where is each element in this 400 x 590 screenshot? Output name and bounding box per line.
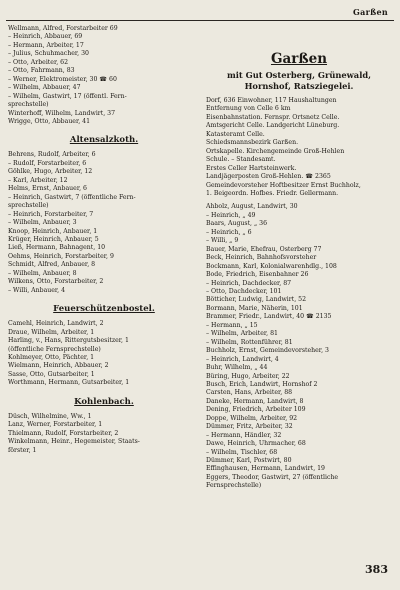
directory-entry: Behrens, Rudolf, Arbeiter, 6 <box>8 151 96 159</box>
directory-entry: förster, 1 <box>8 446 37 454</box>
directory-entry: – Heinrich, Dachdecker, 87 <box>206 279 292 287</box>
info-line: Katasteramt Celle. <box>206 130 265 138</box>
directory-entry: – Wilhelm, Tischler, 68 <box>206 448 278 456</box>
entries-block <box>8 25 200 126</box>
info-line: Erstes Celler Hartsteinwerk. <box>206 164 297 172</box>
directory-entry: Lanz, Werner, Forstarbeiter, 1 <box>8 421 103 429</box>
directory-entry: Carsten, Hans, Arbeiter, 88 <box>206 389 293 397</box>
directory-entry: Worthmann, Hermann, Gutsarbeiter, 1 <box>8 379 130 387</box>
directory-entry: – Heinrich, Abbauer, 69 <box>8 33 83 41</box>
directory-entry: Kohlmeyer, Otto, Pächter, 1 <box>8 353 95 361</box>
directory-entry: Harling, v., Hans, Rittergutsbesitzer, 1 <box>8 337 129 345</box>
directory-entry: Oehms, Heinrich, Forstarbeiter, 9 <box>8 252 114 260</box>
directory-entry: Bormann, Marie, Näherin, 101 <box>206 304 303 312</box>
directory-entry: – Werner, Elektromeister, 30 ☎ 60 <box>8 75 117 83</box>
directory-entry: Wellmann, Alfred, Forstarbeiter 69 <box>8 25 118 32</box>
directory-entry: – Heinrich, „ 6 <box>206 228 252 236</box>
directory-entry: sprechstelle) <box>8 202 49 210</box>
directory-entry: Winterhoff, Wilhelm, Landwirt, 37 <box>8 109 116 117</box>
directory-entry: Büring, Hugo, Arbeiter, 22 <box>206 372 290 380</box>
directory-entry: (öffentliche Fernsprechstelle) <box>8 345 101 353</box>
directory-entry: Dening, Friedrich, Arbeiter 109 <box>206 406 306 414</box>
directory-entry: Göhlke, Hugo, Arbeiter, 12 <box>8 168 93 176</box>
directory-entry: Draue, Wilhelm, Arbeiter, 1 <box>8 328 95 336</box>
header-rule <box>6 20 394 21</box>
directory-entry: Brammer, Friedr., Landwirt, 40 ☎ 2135 <box>206 313 332 321</box>
directory-entry: Buchholz, Ernst, Gemeindevorsteher, 3 <box>206 347 329 355</box>
directory-entry: Winkelmann, Heinr., Hegemeister, Staats- <box>8 438 140 446</box>
directory-entry: Dümmer, Fritz, Arbeiter, 32 <box>206 423 293 431</box>
directory-entry: – Otto, Arbeiter, 62 <box>8 58 69 66</box>
directory-entry: – Willi, Anbauer, 4 <box>8 286 66 294</box>
directory-entry: Buhr, Wilhelm, „ 44 <box>206 364 268 372</box>
place-title: Garßen <box>270 51 328 67</box>
info-line: Ortskapelle. Kirchengemeinde Groß-Hehlen <box>206 147 345 155</box>
directory-entry: Effinghausen, Hermann, Landwirt, 19 <box>206 465 325 473</box>
directory-entry: Daneke, Hermann, Landwirt, 8 <box>206 397 304 405</box>
directory-entry: – Wilhelm, Arbeiter, 81 <box>206 330 278 338</box>
info-line: 1. Beigeordn. Hofbes. Friedr. Gellermann. <box>206 189 339 197</box>
directory-entry: – Heinrich, „ 49 <box>206 211 256 219</box>
directory-entry: – Willi, „ 9 <box>206 237 239 245</box>
directory-entry: Schmidt, Alfred, Anbauer, 8 <box>8 261 96 269</box>
entries-block <box>206 203 392 490</box>
info-line: Dorf, 636 Einwohner, 117 Haushaltungen <box>206 97 337 104</box>
directory-entry: Thielmann, Rudolf, Forstarbeiter, 2 <box>8 429 119 437</box>
directory-entry: Krüger, Heinrich, Anbauer, 5 <box>8 235 99 243</box>
info-line: Landjägerposten Groß-Hehlen. ☎ 2365 <box>206 173 331 181</box>
directory-entry: Bode, Friedrich, Eisenbahner 26 <box>206 271 309 279</box>
directory-entry: Ahbolz, August, Landwirt, 30 <box>206 203 298 211</box>
section-title-feuerschuetzenbostel: Feuerschützenbostel. <box>53 304 155 315</box>
section-title-altensalzkoth: Altensalzkoth. <box>69 135 139 146</box>
directory-entry: Sasse, Otto, Gutsarbeiter, 1 <box>8 370 95 378</box>
directory-entry: – Wilhelm, Rottenführer, 81 <box>206 338 293 346</box>
directory-entry: Helms, Ernst, Anbauer, 6 <box>8 185 87 193</box>
directory-entry: – Karl, Arbeiter, 12 <box>8 176 68 184</box>
section-title-kohlenbach: Kohlenbach. <box>74 396 134 407</box>
directory-entry: Bockmann, Karl, Kolonialwarenhdlg., 108 <box>206 262 337 270</box>
directory-entry: Beck, Heinrich, Bahnhofsvorsteher <box>206 254 317 262</box>
info-line: Gemeindevorsteher Hoftbesitzer Ernst Buchholz, <box>206 181 361 189</box>
entries-block <box>8 151 200 295</box>
subtitle-line: mit Gut Osterberg, Grünewald, <box>226 70 372 80</box>
directory-entry: Fernsprechstelle) <box>206 482 262 490</box>
directory-entry: – Hermann, Händler, 32 <box>206 431 282 439</box>
directory-entry: – Wilhelm, Gastwirt, 17 (öffentl. Fern- <box>8 92 127 100</box>
directory-entry: Busch, Erich, Landwirt, Hornshof 2 <box>206 380 318 388</box>
directory-entry: – Hermann, „ 15 <box>206 321 258 329</box>
directory-entry: Doppe, Wilhelm, Arbeiter, 92 <box>206 414 298 422</box>
subtitle-line: Hornshof, Ratsziegelei. <box>244 81 354 91</box>
running-head: Garßen <box>352 7 388 17</box>
directory-entry: Camehl, Heinrich, Landwirt, 2 <box>8 320 104 328</box>
info-line: Schule. – Standesamt. <box>206 156 276 164</box>
directory-entry: – Wilhelm, Anbauer, 8 <box>8 269 77 277</box>
directory-entry: – Otto, Fahrmann, 83 <box>8 67 75 75</box>
info-line: Amtsgericht Celle. Landgericht Lüneburg. <box>206 122 340 130</box>
directory-entry: sprechstelle) <box>8 101 49 109</box>
directory-entry: Wielmann, Heinrich, Abbauer, 2 <box>8 362 109 370</box>
info-line: Entfernung von Celle 6 km <box>206 105 291 113</box>
directory-entry: – Wilhelm, Abbauer, 47 <box>8 84 81 92</box>
place-info-block <box>206 97 392 198</box>
directory-entry: – Wilhelm, Anbauer, 3 <box>8 219 77 227</box>
directory-entry: Ließ, Hermann, Bahnagent, 10 <box>8 244 106 252</box>
directory-entry: Knoop, Heinrich, Anbauer, 1 <box>8 227 98 235</box>
directory-entry: – Julius, Schuhmacher, 30 <box>8 50 89 58</box>
directory-entry: – Hermann, Arbeiter, 17 <box>8 41 84 49</box>
info-line: Eisenbahnstation. Fernspr. Ortsnetz Celle. <box>206 113 340 121</box>
info-line: Schiedsmannsbezirk Garßen. <box>206 139 299 147</box>
directory-entry: Dawe, Heinrich, Uhrmacher, 68 <box>206 440 306 448</box>
directory-entry: Wilkens, Otto, Forstarbeiter, 2 <box>8 278 104 286</box>
directory-entry: Bötticher, Ludwig, Landwirt, 52 <box>206 296 307 304</box>
directory-entry: Düsch, Wilhelmine, Ww., 1 <box>8 412 92 420</box>
directory-entry: Wrigge, Otto, Abbauer, 41 <box>8 117 91 125</box>
directory-entry: – Heinrich, Forstarbeiter, 7 <box>8 210 94 218</box>
directory-entry: – Otto, Dachdecker, 101 <box>206 287 282 295</box>
directory-entry: Baars, August, „ 36 <box>206 220 268 228</box>
left-column <box>8 25 200 455</box>
right-column <box>206 25 392 491</box>
directory-entry: Dümmer, Karl, Postwirt, 80 <box>206 457 292 465</box>
directory-entry: – Rudolf, Forstarbeiter, 6 <box>8 159 87 167</box>
page-number: 383 <box>365 563 388 576</box>
directory-entry: – Heinrich, Gastwirt, 7 (öffentliche Fern- <box>8 193 136 201</box>
directory-entry: – Heinrich, Landwirt, 4 <box>206 355 279 363</box>
place-subtitle <box>206 70 392 92</box>
directory-entry: Bauer, Marie, Ehefrau, Osterberg 77 <box>206 245 322 253</box>
entries-block <box>8 413 200 455</box>
directory-entry: Eggers, Theodor, Gastwirt, 27 (öffentliche <box>206 473 339 481</box>
entries-block <box>8 320 200 388</box>
